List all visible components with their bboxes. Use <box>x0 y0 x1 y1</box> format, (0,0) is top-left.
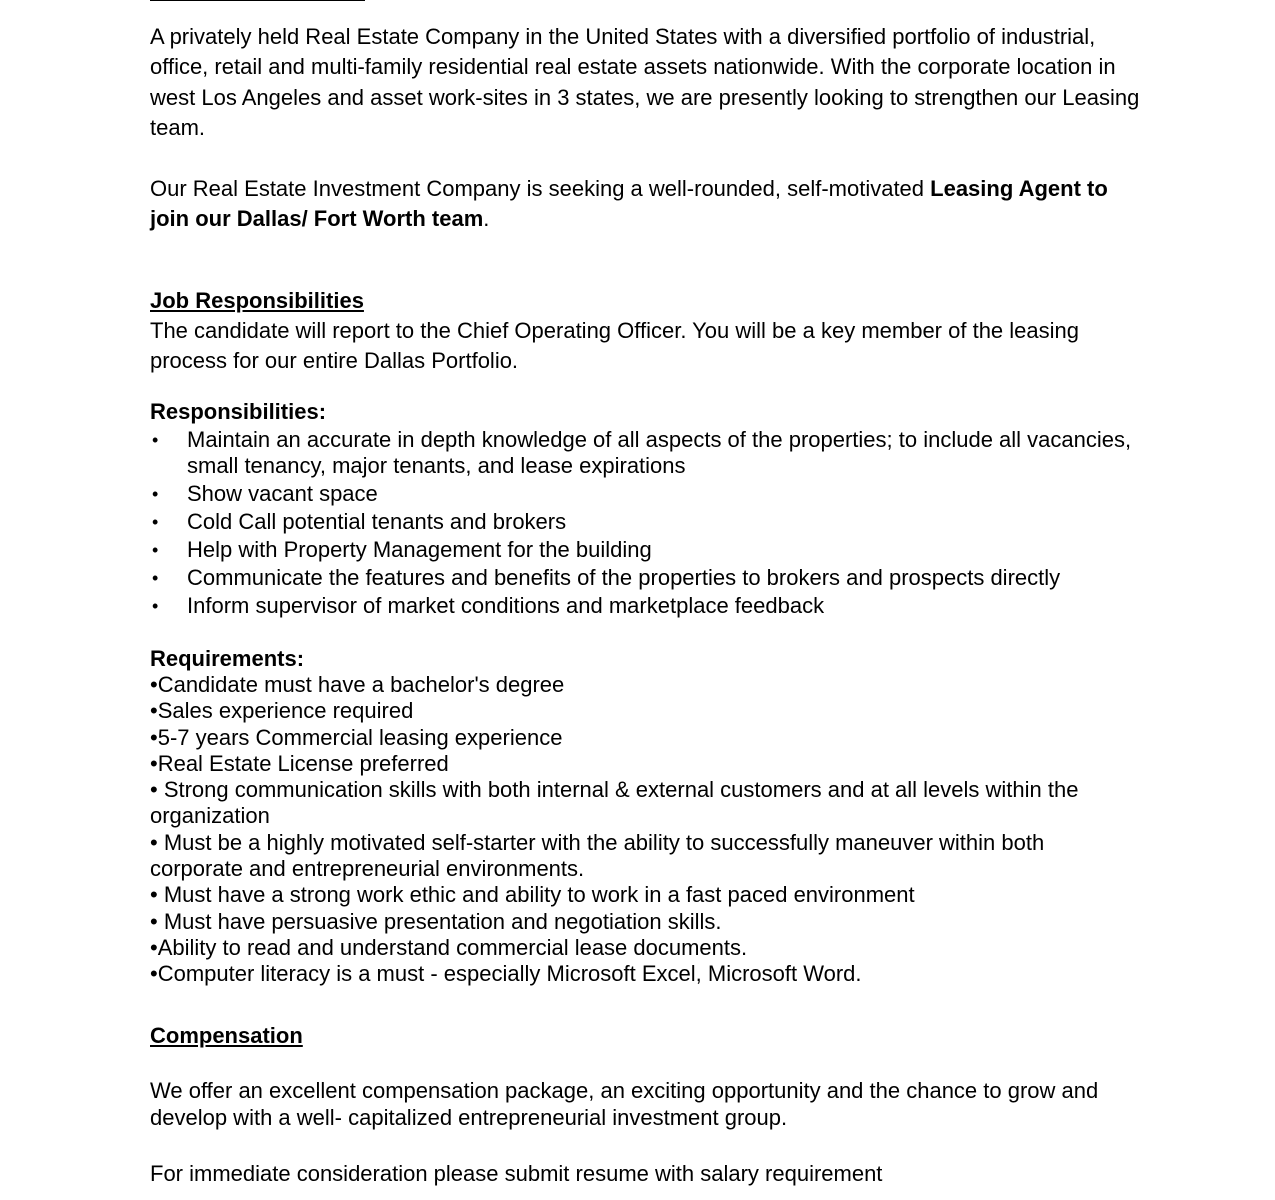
bullet-icon: • <box>152 430 159 450</box>
seeking-suffix: . <box>483 206 490 232</box>
list-item <box>150 509 1140 535</box>
bullet-icon: • <box>152 484 159 504</box>
list-item <box>150 537 1140 563</box>
list-item-text: Cold Call potential tenants and brokers <box>187 509 567 534</box>
list-item-text: Show vacant space <box>187 481 378 506</box>
top-divider-line <box>150 0 365 1</box>
intro-paragraph: A privately held Real Estate Company in the United States with a diversified portfolio of industrial, office, retail and multi-family residential real estate assets nationwide. With the corporate location in west Los Angeles and asset work-sites in 3 states, we are presently looking to strengthen our Leasing team. <box>150 24 1140 141</box>
compensation-paragraph: We offer an excellent compensation package, an exciting opportunity and the chance to grow and develop with a well- capitalized entrepreneurial investment group. <box>150 1078 1099 1130</box>
list-item: •5-7 years Commercial leasing experience <box>150 724 563 750</box>
list-item <box>150 593 1140 619</box>
seeking-position: Leasing Agent to join our Dallas/ Fort Worth team <box>150 176 1108 232</box>
list-item <box>150 481 1140 507</box>
seeking-paragraph <box>150 174 1140 235</box>
requirements-list <box>150 672 1140 988</box>
list-item: •Ability to read and understand commercial lease documents. <box>150 934 748 960</box>
list-item: •Candidate must have a bachelor's degree <box>150 672 565 697</box>
list-item: • Must have persuasive presentation and negotiation skills. <box>150 908 722 934</box>
list-item: • Must have a strong work ethic and ability to work in a fast paced environment <box>150 882 915 908</box>
list-item: •Computer literacy is a must - especially Microsoft Excel, Microsoft Word. <box>150 961 862 987</box>
bullet-icon: • <box>152 596 159 616</box>
list-item: •Sales experience required <box>150 698 414 724</box>
seeking-prefix: Our Real Estate Investment Company is seeking a well-rounded, self-motivated <box>150 176 931 201</box>
responsibilities-heading: Responsibilities: <box>150 399 327 424</box>
compensation-heading: Compensation <box>150 1023 303 1048</box>
job-responsibilities-heading: Job Responsibilities <box>150 288 364 313</box>
list-item: • Must be a highly motivated self-starter with the ability to successfully maneuver within both corporate and entrepreneurial environments. <box>150 829 1045 882</box>
closing-paragraph: For immediate consideration please submit resume with salary requirement <box>150 1161 883 1186</box>
responsibilities-list <box>150 427 1140 621</box>
list-item: •Real Estate License preferred <box>150 750 449 776</box>
bullet-icon: • <box>152 512 159 532</box>
list-item <box>150 427 1140 479</box>
requirements-heading: Requirements: <box>150 646 305 671</box>
list-item <box>150 565 1140 591</box>
bullet-icon: • <box>152 540 159 560</box>
list-item-text: Maintain an accurate in depth knowledge of all aspects of the properties; to include all vacancies, small tenancy, major tenants, and lease expirations <box>187 427 1132 478</box>
bullet-icon: • <box>152 568 159 588</box>
list-item-text: Help with Property Management for the building <box>187 537 652 562</box>
job-responsibilities-paragraph: The candidate will report to the Chief Operating Officer. You will be a key member of the leasing process for our entire Dallas Portfolio. <box>150 318 1079 374</box>
list-item: • Strong communication skills with both internal & external customers and at all levels within the organization <box>150 777 1079 829</box>
list-item-text: Inform supervisor of market conditions and marketplace feedback <box>187 593 825 618</box>
list-item-text: Communicate the features and benefits of the properties to brokers and prospects directly <box>187 565 1061 590</box>
